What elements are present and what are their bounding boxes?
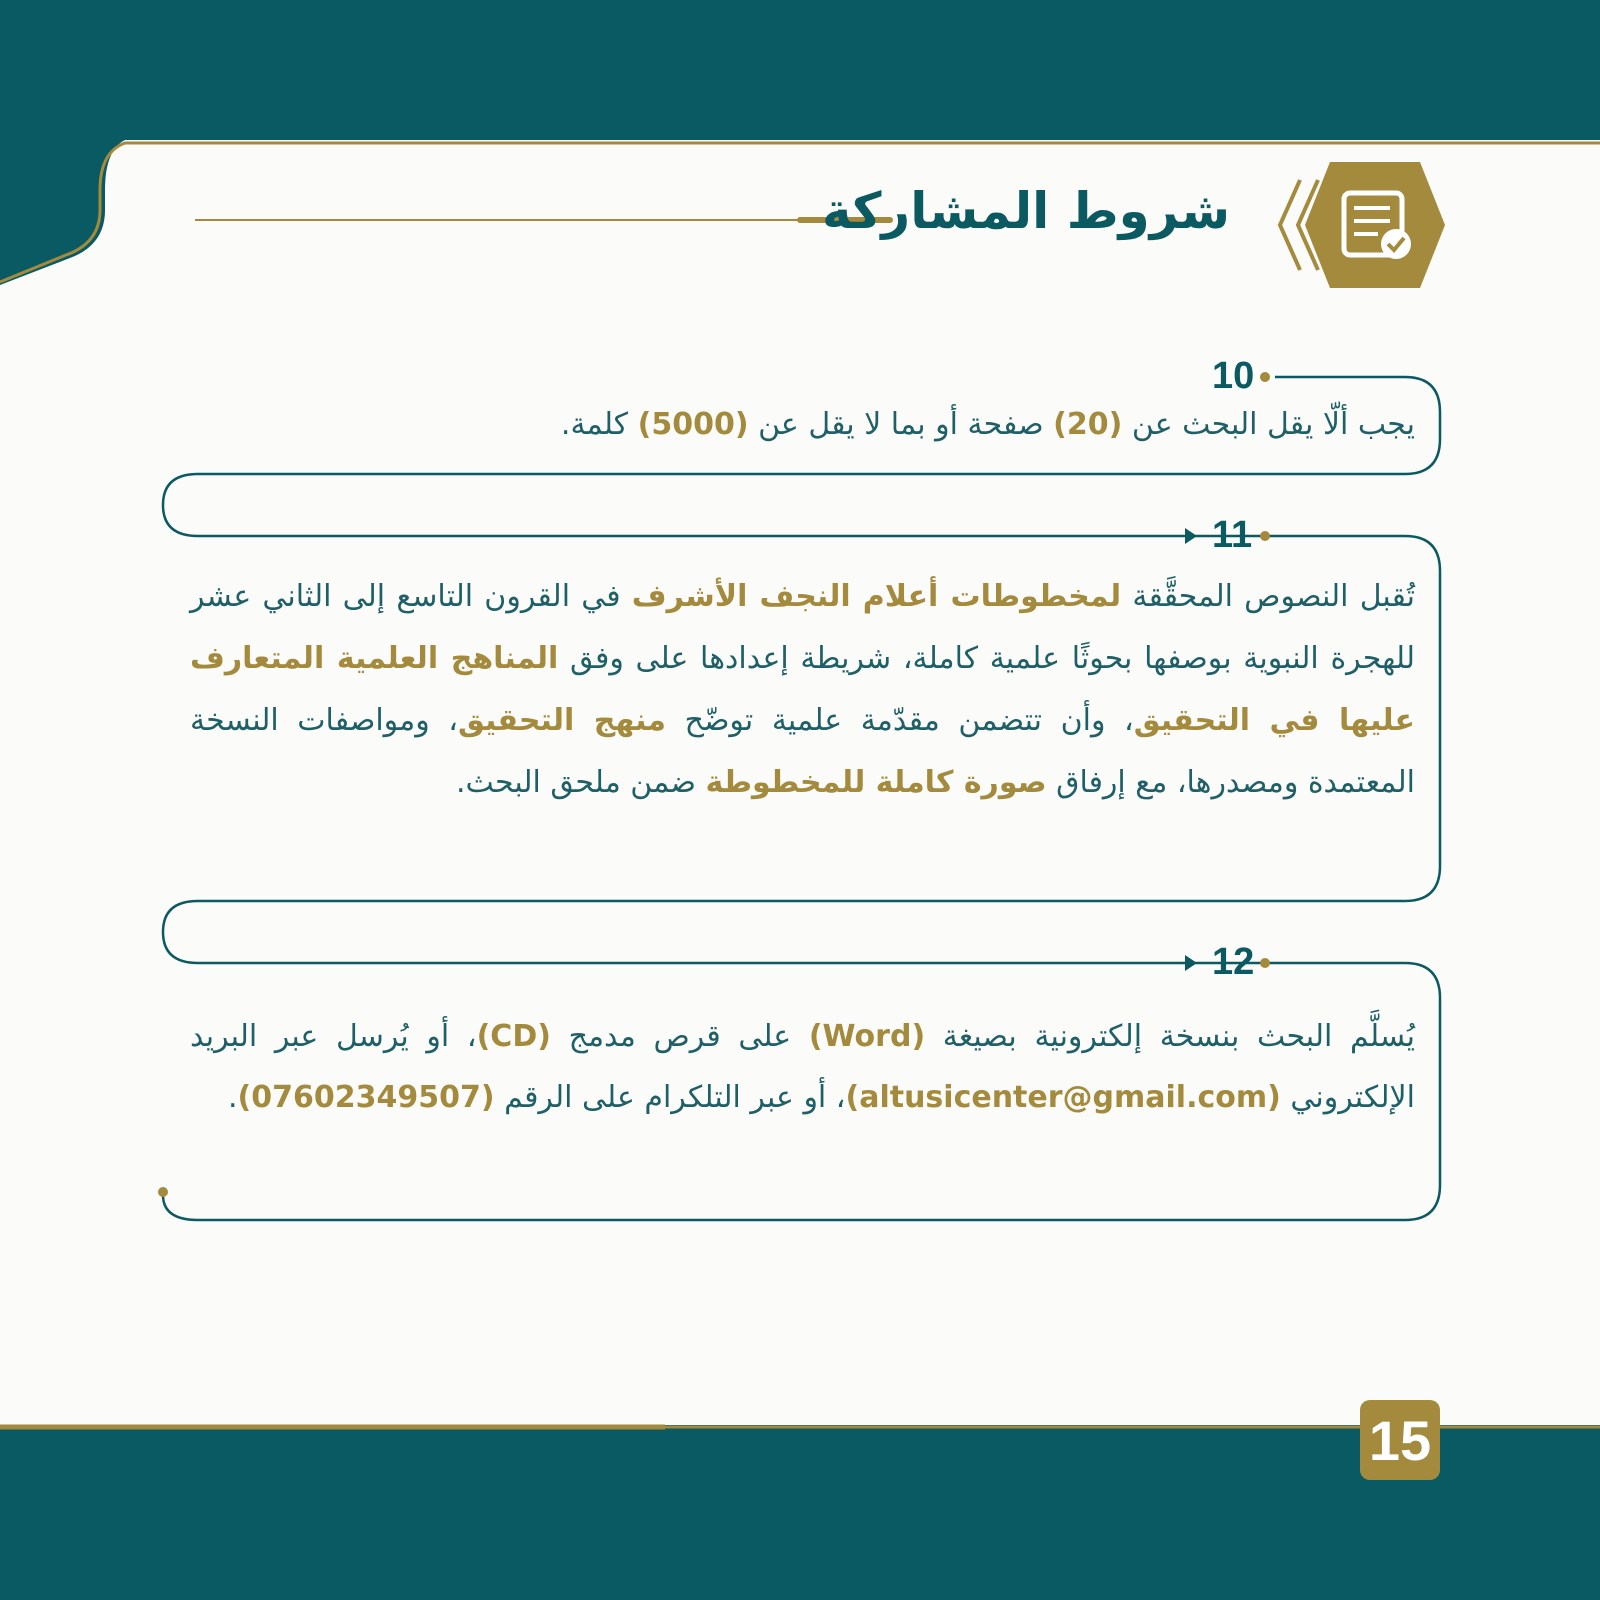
highlighted-text: (altusicenter@gmail.com) — [845, 1080, 1281, 1115]
highlighted-text: (07602349507) — [237, 1080, 495, 1115]
body-text: كلمة. — [560, 407, 638, 442]
body-text: على قرص مدمج — [550, 1019, 809, 1054]
item-number-10: 10 — [1212, 355, 1255, 397]
document-check-icon — [1305, 162, 1445, 288]
body-text: تُقبل النصوص المحقَّقة — [1121, 579, 1415, 614]
item-number-11: 11 — [1212, 514, 1253, 556]
highlighted-text: (20) — [1053, 407, 1123, 442]
body-text: في القرون التاسع إلى الثاني عشر للهجرة النبوية بوصفها بحوثًا علمية كاملة، شريطة إعدادها على وفق — [190, 579, 1415, 676]
body-text: يُسلَّم البحث بنسخة إلكترونية بصيغة — [925, 1019, 1415, 1054]
body-text: . — [227, 1080, 238, 1115]
item-number-12: 12 — [1212, 941, 1255, 983]
highlighted-text: لمخطوطات أعلام النجف الأشرف — [631, 579, 1122, 614]
body-text: ، ومواصفات النسخة المعتمدة ومصدرها، مع إرفاق — [190, 703, 1415, 800]
highlighted-text: صورة كاملة للمخطوطة — [705, 765, 1047, 800]
page-number: 15 — [1360, 1400, 1440, 1480]
highlighted-text: (Word) — [808, 1019, 926, 1054]
body-text: يجب ألّا يقل البحث عن — [1122, 407, 1415, 442]
body-text: ، أو عبر التلكرام على الرقم — [494, 1080, 846, 1115]
body-text: صفحة أو بما لا يقل عن — [748, 407, 1054, 442]
highlighted-text: منهج التحقيق — [457, 703, 667, 738]
highlighted-text: المناهج العلمية المتعارف عليها في التحقيق — [190, 641, 1416, 738]
item-12-text — [190, 1006, 1415, 1128]
highlighted-text: (CD) — [476, 1019, 551, 1054]
item-11-text — [190, 566, 1415, 814]
body-text: ، وأن تتضمن مقدّمة علمية توضّح — [666, 703, 1134, 738]
item-10-text — [395, 402, 1415, 448]
body-text: ضمن ملحق البحث. — [455, 765, 706, 800]
page-title: شروط المشاركة — [822, 182, 1230, 240]
body-text: ، أو يُرسل عبر البريد الإلكتروني — [190, 1019, 1415, 1115]
highlighted-text: (5000) — [637, 407, 749, 442]
